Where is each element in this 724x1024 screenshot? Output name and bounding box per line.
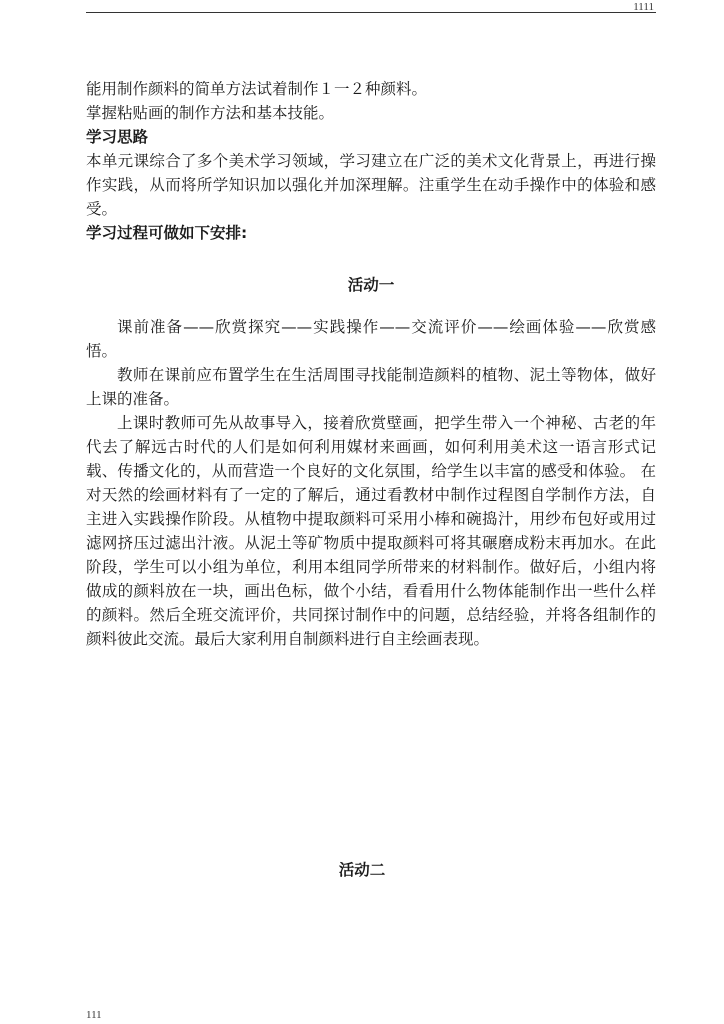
objective-line-2: 掌握粘贴画的制作方法和基本技能。 bbox=[86, 104, 335, 122]
activity-one-steps: 课前准备——欣赏探究——实践操作——交流评价——绘画体验——欣赏感悟。 bbox=[86, 318, 656, 360]
heading-learning-approach: 学习思路 bbox=[86, 128, 149, 146]
header-page-number: 1111 bbox=[633, 1, 654, 13]
activity-one-preparation: 教师在课前应布置学生在生活周围寻找能制造颜料的植物、泥土等物体，做好上课的准备。 bbox=[86, 366, 656, 408]
objective-line-1: 能用制作颜料的简单方法试着制作１一２种颜料。 bbox=[86, 80, 428, 98]
heading-learning-process: 学习过程可做如下安排: bbox=[86, 224, 248, 242]
document-body bbox=[86, 77, 656, 651]
header-rule bbox=[86, 12, 656, 13]
learning-approach-paragraph: 本单元课综合了多个美术学习领域，学习建立在广泛的美术文化背景上，再进行操作实践，从而将所学知识加以强化并加深理解。注重学生在动手操作中的体验和感受。 bbox=[86, 152, 656, 218]
footer-page-number: 111 bbox=[86, 1009, 102, 1021]
activity-one-title: 活动一 bbox=[347, 276, 395, 294]
activity-one-procedure: 上课时教师可先从故事导入，接着欣赏壁画，把学生带入一个神秘、古老的年代去了解远古时代的人们是如何利用媒材来画画，如何利用美术这一语言形式记载、传播文化的，从而营造一个良好的文化氛围，给学生以丰富的感受和体验。 在对天然的绘画材料有了一定的了解后，通过看教材中制作过程图自学制作方法，自主进入实践操作阶段。从植物中提取颜料可采用小棒和碗捣汁，用纱布包好或用过滤网挤压过滤出汁液。从泥土等矿物质中提取颜料可将其碾磨成粉末再加水。在此阶段，学生可以小组为单位，利用本组同学所带来的材料制作。做好后，小组内将做成的颜料放在一块，画出色标，做个小结，看看用什么物体能制作出一些什么样的颜料。然后全班交流评价，共同探讨制作中的问题，总结经验，并将各组制作的颜料彼此交流。最后大家利用自制颜料进行自主绘画表现。 bbox=[86, 414, 656, 648]
activity-two-title: 活动二 bbox=[338, 861, 386, 879]
